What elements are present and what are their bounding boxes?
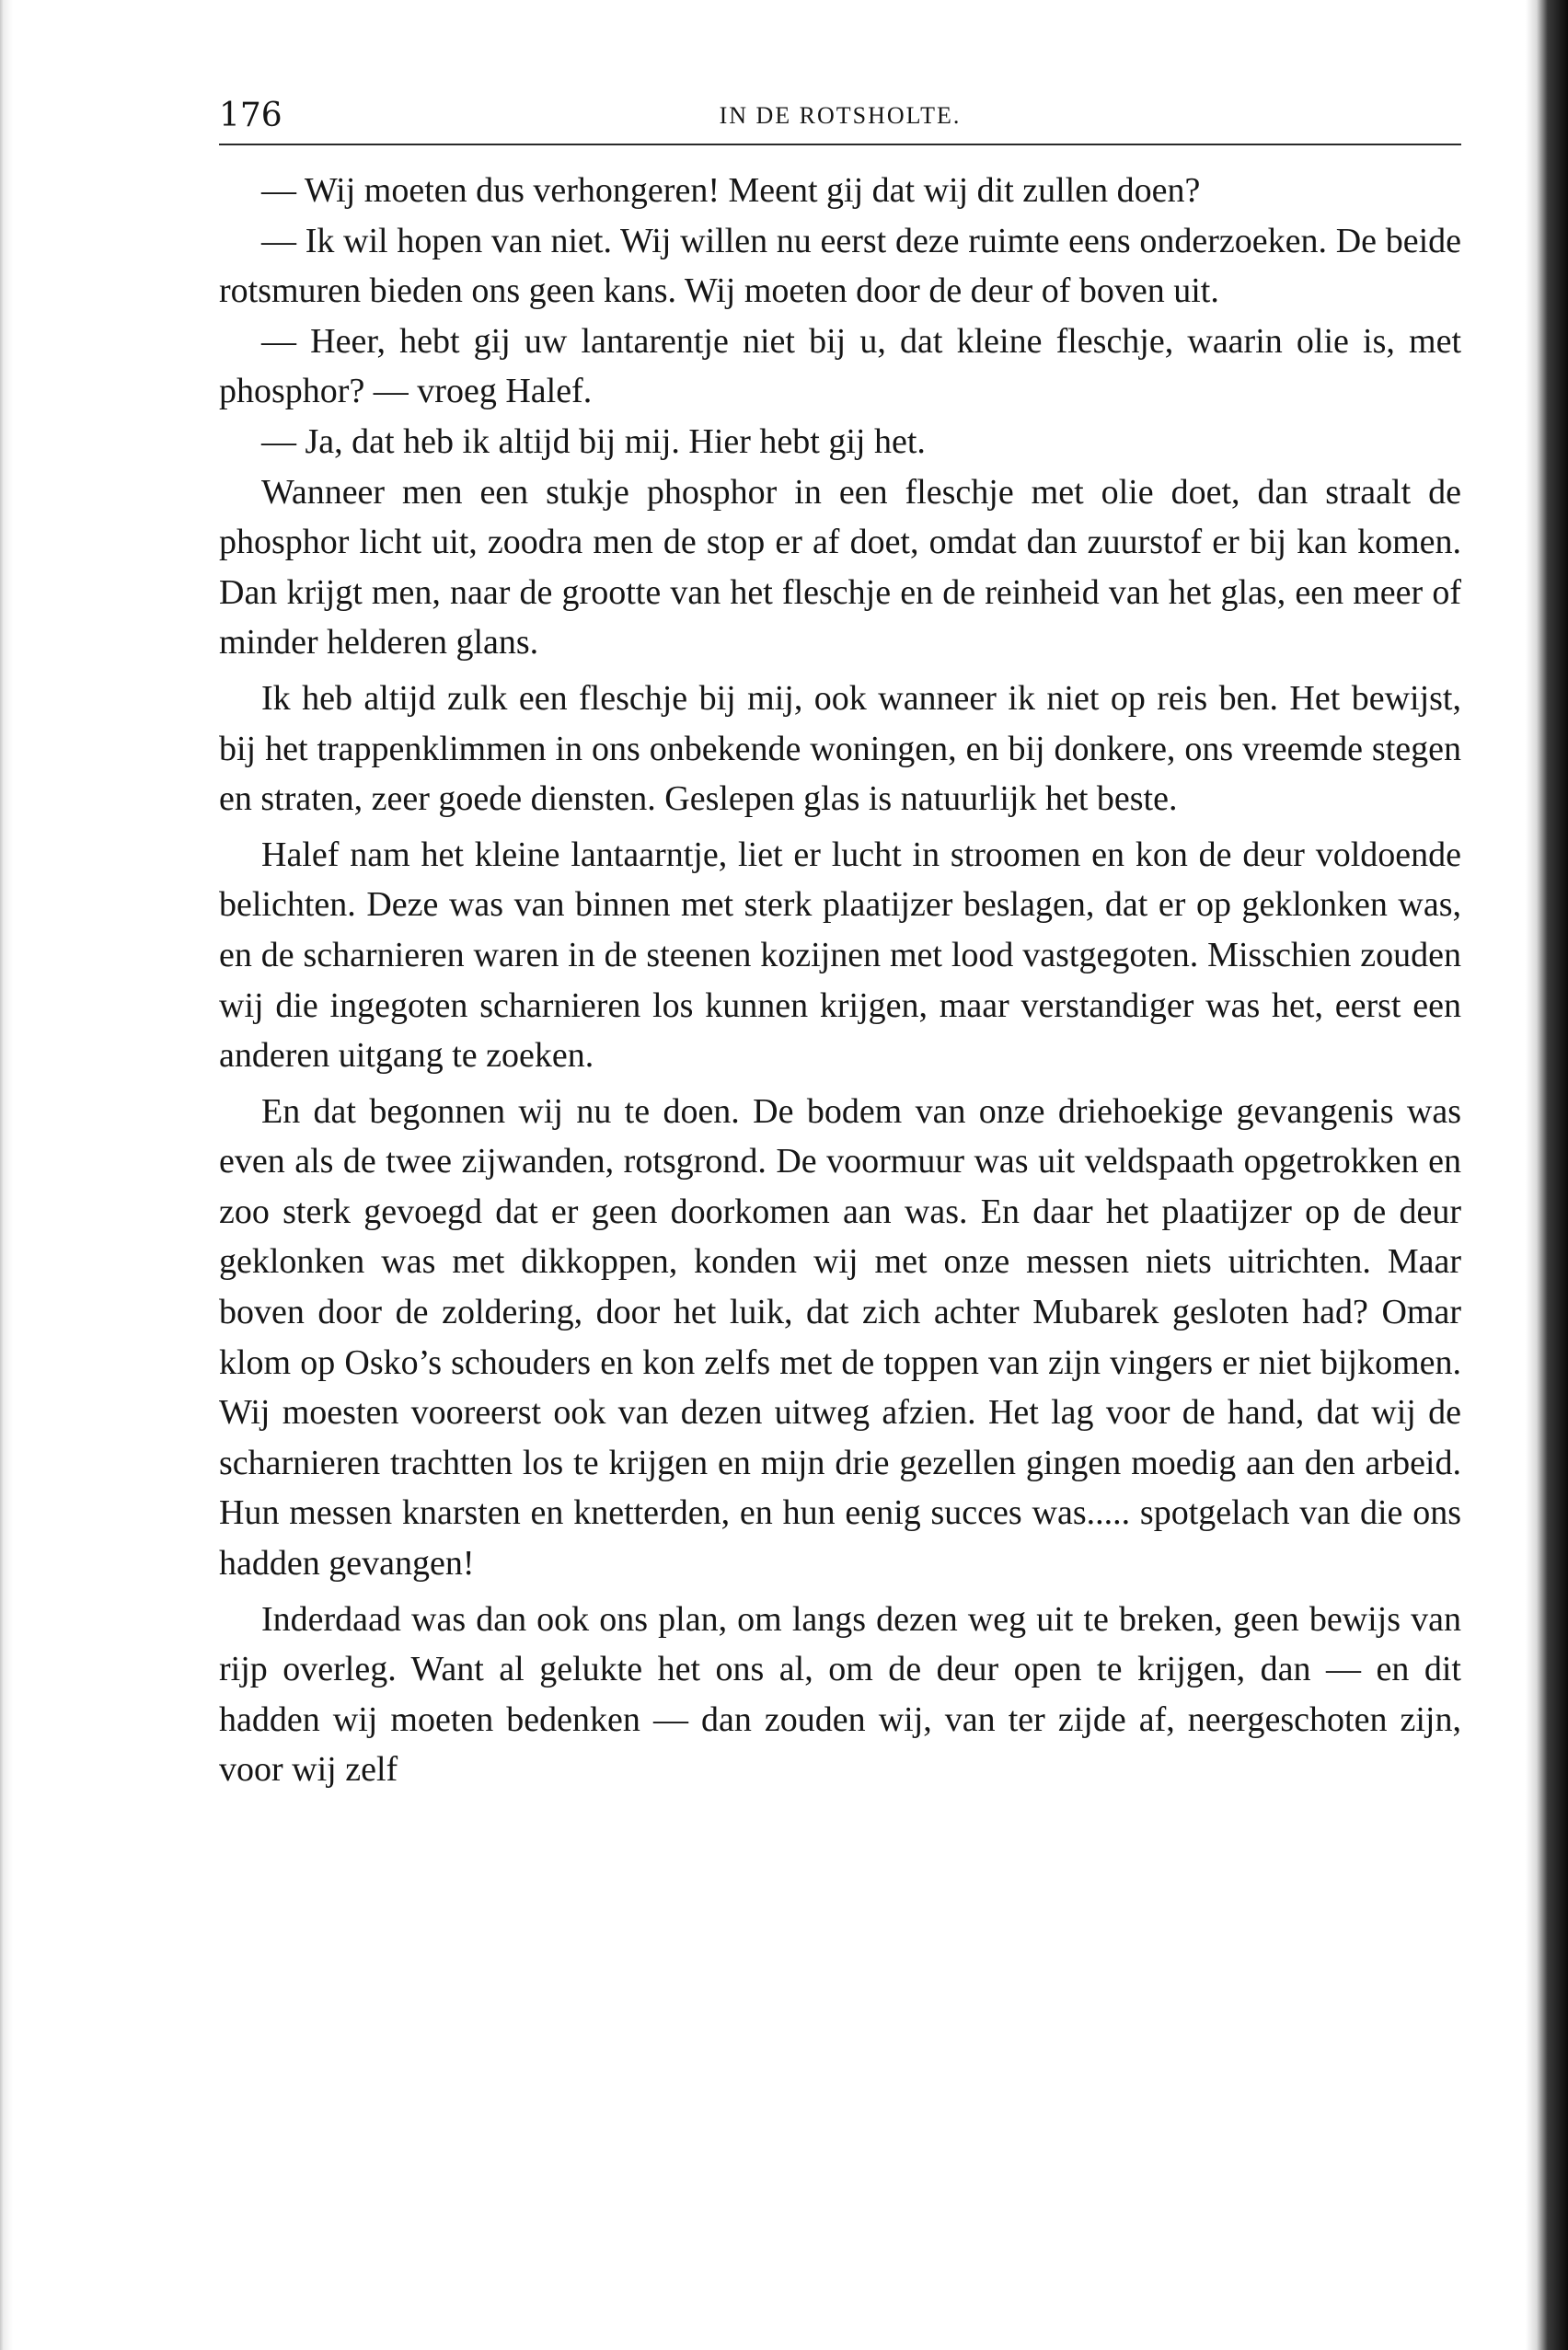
paragraph: Ik heb altijd zulk een fleschje bij mij, ook wanneer ik niet op reis ben. Het bewijst, bij het trappenklimmen in ons onbekende woningen, en bij donkere, ons vreemde stegen en straten, zeer goede diensten. Geslepen glas is natuurlijk het beste. bbox=[219, 678, 1461, 819]
paragraph: — Ik wil hopen van niet. Wij willen nu eerst deze ruimte eens onderzoeken. De beide rotsmuren bieden ons geen kans. Wij moeten door de deur of boven uit. bbox=[219, 221, 1461, 311]
page-header bbox=[219, 88, 1461, 144]
text-body bbox=[219, 166, 1461, 1795]
paragraph: Wanneer men een stukje phosphor in een fleschje met olie doet, dan straalt de phosphor licht uit, zoodra men de stop er af doet, omdat dan zuurstof er bij kan komen. Dan krijgt men, naar de grootte van het fleschje en de reinheid van het glas, een meer of minder helderen glans. bbox=[219, 472, 1461, 662]
scan-right-edge bbox=[1526, 0, 1568, 2350]
paragraph: Halef nam het kleine lantaarntje, liet er lucht in stroomen en kon de deur voldoende belichten. Deze was van binnen met sterk plaatijzer beslagen, dat er op geklonken was, en de scharnieren waren in de steenen kozijnen met lood vastgegoten. Misschien zouden wij die ingegoten scharnieren los kunnen krijgen, maar verstandiger was het, eerst een anderen uitgang te zoeken. bbox=[219, 835, 1461, 1076]
scan-left-edge bbox=[0, 0, 13, 2350]
header-rule bbox=[219, 144, 1461, 145]
paragraph: — Wij moeten dus verhongeren! Meent gij dat wij dit zullen doen? bbox=[261, 171, 1201, 210]
running-title: IN DE ROTSHOLTE. bbox=[719, 102, 962, 129]
paragraph: — Ja, dat heb ik altijd bij mij. Hier hebt gij het. bbox=[261, 421, 926, 461]
page-number: 176 bbox=[219, 97, 282, 134]
paragraph: Inderdaad was dan ook ons plan, om langs dezen weg uit te breken, geen bewijs van rijp overleg. Want al gelukte het ons al, om de deur open te krijgen, dan — en dit hadden wij moeten bedenken — dan zouden wij, van ter zijde af, neergeschoten zijn, voor wij zelf bbox=[219, 1599, 1461, 1790]
paragraph: — Heer, hebt gij uw lantarentje niet bij u, dat kleine fleschje, waarin olie is, met phosphor? — vroeg Halef. bbox=[219, 321, 1461, 411]
paragraph: En dat begonnen wij nu te doen. De bodem van onze driehoekige gevangenis was even als de twee zijwanden, rotsgrond. De voormuur was uit veldspaath opgetrokken en zoo sterk gevoegd dat er geen doorkomen aan was. En daar het plaatijzer op de deur geklonken was met dikkoppen, konden wij met onze messen niets uitrichten. Maar boven door de zoldering, door het luik, dat zich achter Mubarek gesloten had? Omar klom op Osko’s schouders en kon zelfs met de toppen van zijn vingers er niet bijkomen. Wij moesten vooreerst ook van dezen uitweg afzien. Het lag voor de hand, dat wij de scharnieren trachtten los te krijgen en mijn drie gezellen gingen moedig aan den arbeid. Hun messen knarsten en knetterden, en hun eenig succes was..... spotgelach van die ons hadden gevangen! bbox=[219, 1091, 1461, 1584]
